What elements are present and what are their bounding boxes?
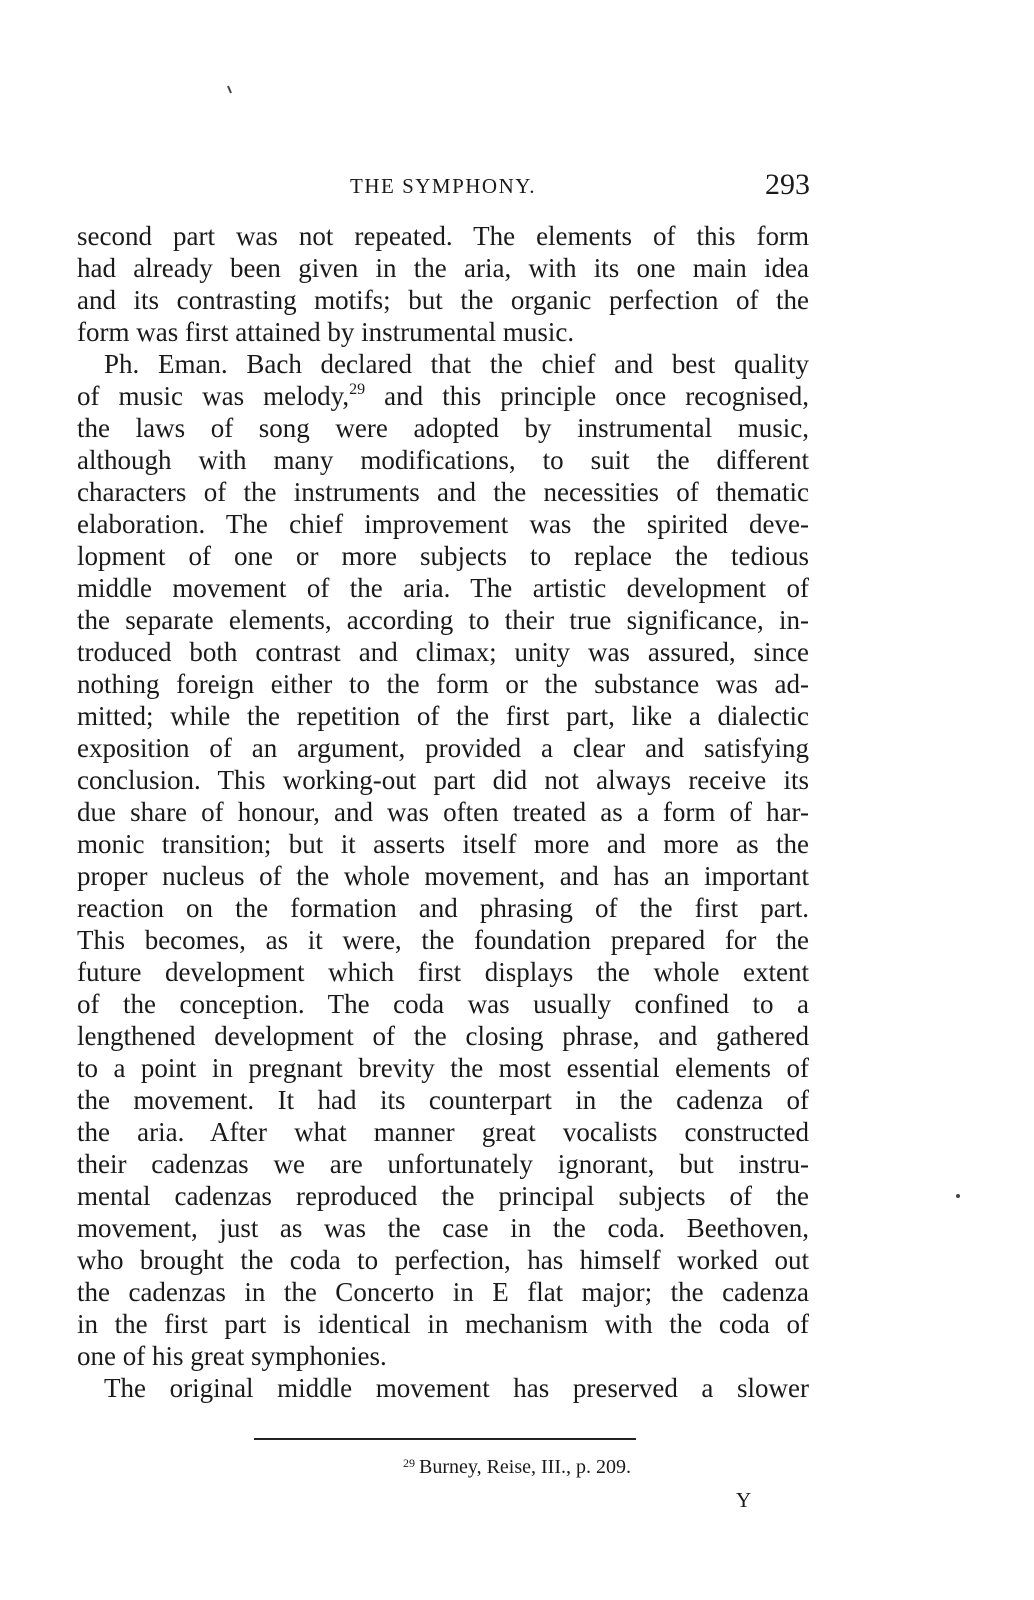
body-line: This becomes, as it were, the foundation prepared for the bbox=[77, 925, 809, 955]
body-line: one of his great symphonies. bbox=[77, 1341, 387, 1371]
speck-top bbox=[228, 86, 231, 93]
running-title: THE SYMPHONY. bbox=[350, 174, 536, 198]
body-line: the separate elements, according to their true significance, in- bbox=[77, 605, 809, 635]
body-line: monic transition; but it asserts itself more and more as the bbox=[77, 829, 809, 859]
body-line: reaction on the formation and phrasing of the first part. bbox=[77, 893, 809, 923]
body-line: lopment of one or more subjects to replace the tedious bbox=[77, 541, 809, 571]
footnote-marker: 29 bbox=[403, 1456, 415, 1470]
page-number: 293 bbox=[765, 168, 810, 201]
body-line: the movement. It had its counterpart in the cadenza of bbox=[77, 1085, 809, 1115]
body-line: had already been given in the aria, with its one main idea bbox=[77, 253, 809, 283]
body-line: in the first part is identical in mechanism with the coda of bbox=[77, 1309, 809, 1339]
body-line: nothing foreign either to the form or the substance was ad- bbox=[77, 669, 809, 699]
body-line: due share of honour, and was often treated as a form of har- bbox=[77, 797, 809, 827]
footnote-text: Burney, Reise, III., p. 209. bbox=[419, 1456, 631, 1478]
running-header bbox=[76, 168, 810, 208]
body-line: and its contrasting motifs; but the organic perfection of the bbox=[77, 285, 809, 315]
body-line: the cadenzas in the Concerto in E flat major; the cadenza bbox=[77, 1277, 809, 1307]
body-line: exposition of an argument, provided a clear and satisfying bbox=[77, 733, 809, 763]
footnote-reference: 29 bbox=[349, 381, 366, 398]
body-line: lengthened development of the closing phrase, and gathered bbox=[77, 1021, 809, 1051]
body-line: who brought the coda to perfection, has himself worked out bbox=[77, 1245, 809, 1275]
body-line: elaboration. The chief improvement was the spirited deve- bbox=[77, 509, 809, 539]
body-line: their cadenzas we are unfortunately ignorant, but instru- bbox=[77, 1149, 809, 1179]
body-line: second part was not repeated. The elements of this form bbox=[77, 221, 809, 251]
body-line-with-footnote-ref bbox=[77, 380, 809, 412]
body-line: the laws of song were adopted by instrumental music, bbox=[77, 413, 809, 443]
body-line: movement, just as was the case in the coda. Beethoven, bbox=[77, 1213, 809, 1243]
speck-right bbox=[956, 1194, 960, 1198]
body-line: the aria. After what manner great vocalists constructed bbox=[77, 1117, 809, 1147]
body-line: characters of the instruments and the necessities of thematic bbox=[77, 477, 809, 507]
body-line: Ph. Eman. Bach declared that the chief and best quality bbox=[104, 349, 809, 379]
body-text: and this principle once recognised, bbox=[365, 381, 809, 411]
body-line: although with many modifications, to suit the different bbox=[77, 445, 809, 475]
body-line: troduced both contrast and climax; unity was assured, since bbox=[77, 637, 809, 667]
body-line: middle movement of the aria. The artistic development of bbox=[77, 573, 809, 603]
body-line: form was first attained by instrumental music. bbox=[77, 317, 575, 347]
body-line: The original middle movement has preserved a slower bbox=[104, 1373, 809, 1403]
body-line: future development which first displays the whole extent bbox=[77, 957, 809, 987]
footnote bbox=[0, 1456, 1034, 1479]
body-line: conclusion. This working-out part did not always receive its bbox=[77, 765, 809, 795]
signature-mark: Y bbox=[736, 1488, 752, 1512]
body-line: to a point in pregnant brevity the most essential elements of bbox=[77, 1053, 809, 1083]
body-line: proper nucleus of the whole movement, and has an important bbox=[77, 861, 809, 891]
body-line: mitted; while the repetition of the first part, like a dialectic bbox=[77, 701, 809, 731]
body-line: of the conception. The coda was usually confined to a bbox=[77, 989, 809, 1019]
body-text: of music was melody, bbox=[77, 381, 350, 411]
footnote-rule bbox=[254, 1438, 636, 1440]
body-line: mental cadenzas reproduced the principal subjects of the bbox=[77, 1181, 809, 1211]
